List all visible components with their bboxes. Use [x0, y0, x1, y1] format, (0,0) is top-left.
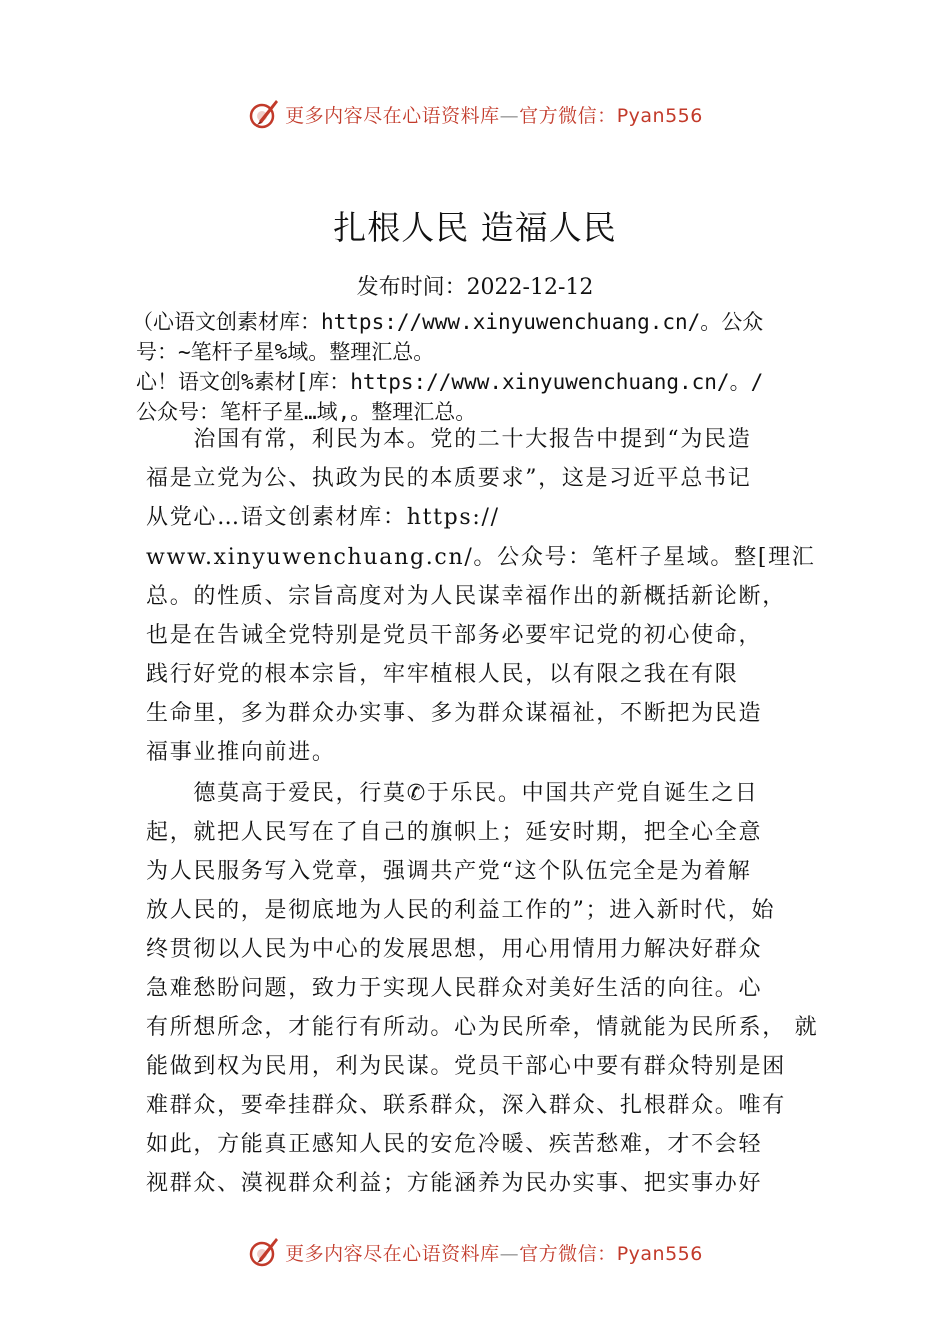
- body-line: 践行好党的根本宗旨，牢牢植根人民，以有限之我在有限: [146, 662, 739, 687]
- body-line: 从党心…语文创素材库：https://: [146, 505, 500, 530]
- body-line: 生命里，多为群众办实事、多为群众谋福祉，不断把为民造: [146, 701, 763, 726]
- source-line: 公众号：笔杆子星…域,。整理汇总。: [136, 400, 477, 424]
- body-line: 能做到权为民用，利为民谋。党员干部心中要有群众特别是困: [146, 1054, 786, 1079]
- body-line: 起，就把人民写在了自己的旗帜上；延安时期，把全心全意: [146, 820, 763, 845]
- body-line: 福是立党为公、执政为民的本质要求”，这是习近平总书记: [146, 466, 752, 491]
- body-line: 总。的性质、宗旨高度对为人民谋幸福作出的新概括新论断，: [146, 584, 786, 609]
- source-line: 号：~笔杆子星%域。整理汇总。: [136, 340, 435, 364]
- quill-logo-icon: [247, 1235, 281, 1269]
- body-line: 治国有常，利民为本。党的二十大报告中提到“为民造: [146, 427, 752, 452]
- body-line: 为人民服务写入党章，强调共产党“这个队伍完全是为着解: [146, 859, 752, 884]
- footer-banner-text: 更多内容尽在心语资料库—官方微信：Pyan556: [285, 1242, 703, 1265]
- body-line: www.xinyuwenchuang.cn/。公众号：笔杆子星域。整[理汇: [146, 545, 816, 570]
- body-line: 急难愁盼问题，致力于实现人民群众对美好生活的向往。心: [146, 976, 763, 1001]
- body-line: 放人民的，是彻底地为人民的利益工作的”；进入新时代，始: [146, 898, 776, 923]
- quill-logo-icon: [247, 97, 281, 131]
- footer-banner: [0, 1232, 950, 1272]
- body-line: 有所想所念，才能行有所动。心为民所牵，情就能为民所系， 就: [146, 1015, 819, 1040]
- body-line: 福事业推向前进。: [146, 740, 336, 765]
- header-banner-text: 更多内容尽在心语资料库—官方微信：Pyan556: [285, 104, 703, 127]
- body-line: 德莫高于爱民，行莫✆于乐民。中国共产党自诞生之日: [146, 781, 759, 806]
- body-line: 如此，方能真正感知人民的安危冷暖、疾苦愁难，才不会轻: [146, 1132, 763, 1157]
- header-banner: [0, 94, 950, 134]
- source-line: 心！语文创%素材[库：https://www.xinyuwenchuang.cn/。/: [136, 370, 764, 394]
- body-line: 终贯彻以人民为中心的发展思想，用心用情用力解决好群众: [146, 937, 763, 962]
- body-line: 难群众，要牵挂群众、联系群众，深入群众、扎根群众。唯有: [146, 1093, 786, 1118]
- body-line: 视群众、漠视群众利益；方能涵养为民办实事、把实事办好: [146, 1171, 763, 1196]
- page-title: 扎根人民 造福人民: [333, 208, 617, 247]
- publish-date: 发布时间：2022-12-12: [356, 275, 594, 300]
- source-line: （心语文创素材库：https://www.xinyuwenchuang.cn/。公众: [132, 310, 764, 334]
- body-line: 也是在告诫全党特别是党员干部务必要牢记党的初心使命，: [146, 623, 763, 648]
